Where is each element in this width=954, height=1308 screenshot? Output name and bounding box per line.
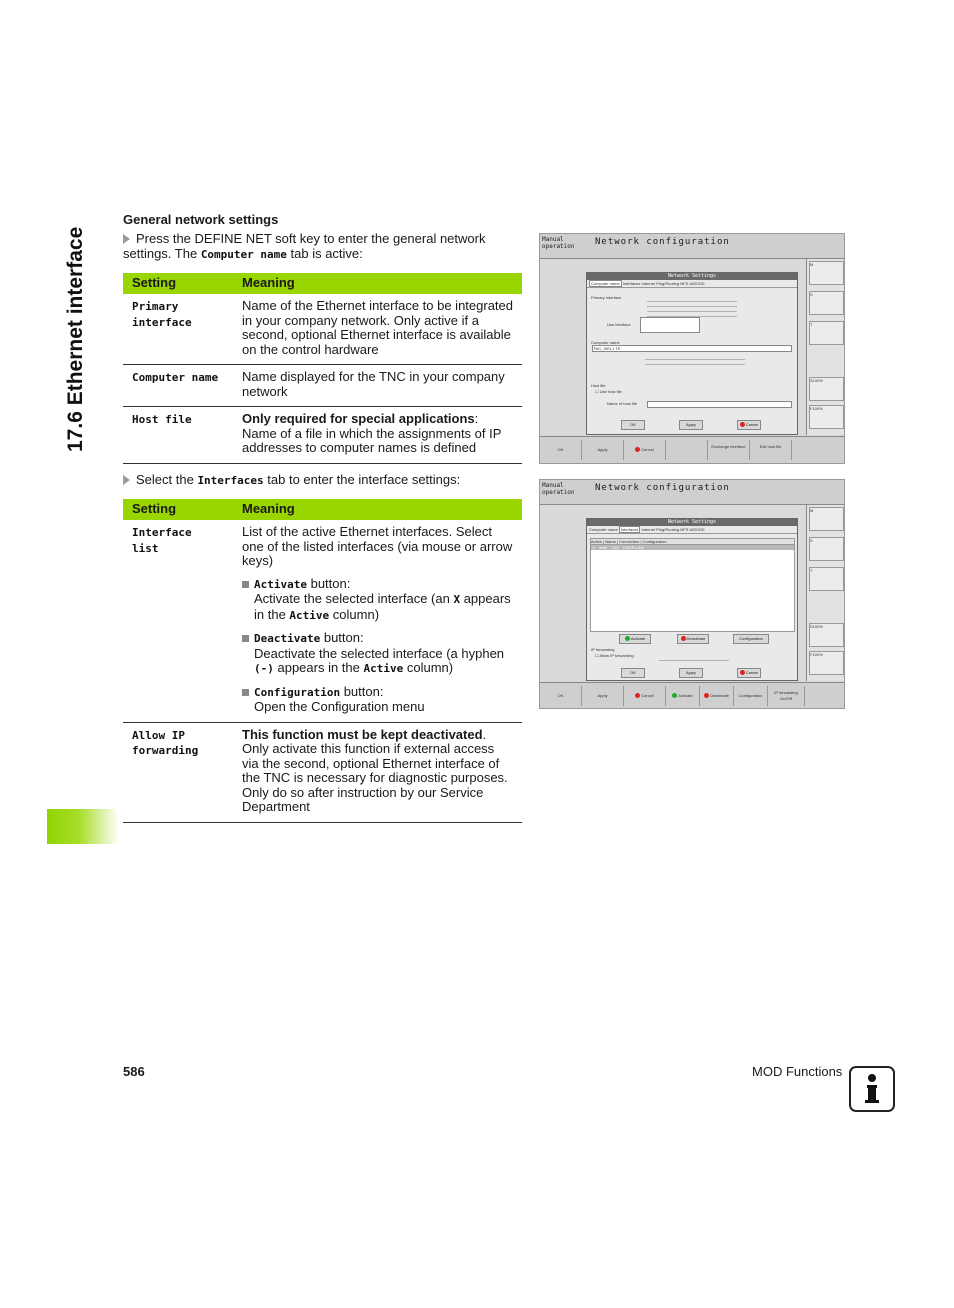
softkey-cancel[interactable] <box>624 440 666 460</box>
side-m: M <box>809 507 844 531</box>
deactivate-icon <box>704 693 709 698</box>
screen-main <box>540 259 805 435</box>
softkey-activate-label: Activate <box>678 693 693 698</box>
mode-label: Manual operation <box>542 236 575 250</box>
header-setting: Setting <box>123 499 233 520</box>
table-row <box>123 365 522 407</box>
configuration-button[interactable]: Configuration <box>733 634 769 644</box>
side-s: S <box>809 537 844 561</box>
screen-title: Network configuration <box>595 237 730 247</box>
tab-interfaces[interactable]: Interfaces <box>620 527 639 532</box>
screen-header <box>540 480 844 505</box>
setting-meaning <box>233 407 522 464</box>
info-i-icon <box>851 1068 893 1110</box>
table-row <box>123 294 522 365</box>
tab-ping-routing[interactable]: Ping/Routing <box>656 527 680 532</box>
bullet-text: button: <box>340 683 384 699</box>
cancel-icon <box>740 422 745 427</box>
dialog-title: Network Settings <box>587 273 797 280</box>
table-header-row <box>123 273 522 294</box>
screenshot-computer-name-tab <box>539 233 845 464</box>
step-1-prefix: Press the DEFINE NET soft key to enter the general network settings. The <box>123 231 486 261</box>
cell-name: eth0 <box>599 545 608 550</box>
primary-help-text <box>647 297 737 317</box>
ok-button[interactable]: OK <box>621 668 645 678</box>
col-active: Active <box>591 539 602 544</box>
bullet-desc: column) <box>329 606 380 622</box>
cancel-label: Cancel <box>745 670 759 675</box>
use-interface-label: Use interface <box>607 322 631 327</box>
header-meaning: Meaning <box>233 499 522 520</box>
deactivate-label: Deactivate <box>686 636 706 641</box>
activate-icon <box>672 693 677 698</box>
apply-button[interactable]: Apply <box>679 420 703 430</box>
tab-computer-name[interactable]: Computer name <box>589 527 618 532</box>
col-configuration: Configuration <box>642 539 667 544</box>
cancel-button[interactable] <box>737 420 761 430</box>
setting-name: Interface list <box>132 526 192 555</box>
table-row <box>123 520 522 722</box>
bullet-item <box>242 685 513 715</box>
primary-interface-label: Primary interface <box>591 295 622 300</box>
softkey-configuration[interactable]: Configuration <box>734 686 768 706</box>
activate-label: Activate <box>630 636 646 641</box>
cancel-label: Cancel <box>745 422 759 427</box>
col-connection: Connection <box>619 539 640 544</box>
allow-ip-forwarding-checkbox[interactable]: ☐ Allow IP forwarding <box>595 653 634 658</box>
allow-ip-forwarding-label: Allow IP forwarding <box>599 653 634 658</box>
step-2-code: Interfaces <box>197 474 264 487</box>
setting-name: Computer name <box>132 371 219 384</box>
screen-header <box>540 234 844 259</box>
computer-help-text <box>645 355 745 369</box>
bullet-code: X <box>453 593 461 606</box>
side-m: M <box>809 261 844 285</box>
step-2-prefix: Select the <box>136 472 198 487</box>
softkey-apply[interactable]: Apply <box>582 440 624 460</box>
host-file-field[interactable] <box>647 401 792 408</box>
softkey-apply[interactable]: Apply <box>582 686 624 706</box>
tab-interfaces[interactable]: Interfaces <box>622 281 641 286</box>
host-file-label: Host file <box>591 383 606 388</box>
network-settings-dialog <box>586 518 798 681</box>
bullet-item <box>242 577 513 624</box>
softkey-cancel-label: Cancel <box>641 693 654 698</box>
side-f100: F100% <box>809 405 844 429</box>
setting-meaning: Name of the Ethernet interface to be integrated in your company network. Only active if a second, optional Ethernet interface is available on the control hardware <box>233 294 522 365</box>
screenshot-interfaces-tab <box>539 479 845 709</box>
page-number: 586 <box>123 1064 145 1079</box>
tab-internet[interactable]: Internet <box>641 281 656 286</box>
meaning-bold: Only required for special applications <box>242 411 475 426</box>
activate-button[interactable] <box>619 634 651 644</box>
dialog-title: Network Settings <box>587 519 797 526</box>
bullet-code: Activate <box>254 577 307 591</box>
table-row <box>123 407 522 464</box>
softkey-ok[interactable]: OK <box>540 686 582 706</box>
interface-list[interactable] <box>590 538 795 632</box>
table-header-row <box>123 499 522 520</box>
cancel-button[interactable] <box>737 668 761 678</box>
bullet-desc: appears in the <box>254 591 511 622</box>
screen-title: Network configuration <box>595 483 730 493</box>
softkey-empty[interactable] <box>666 440 708 460</box>
bullet-code: Configuration <box>254 685 341 699</box>
softkey-ok[interactable]: OK <box>540 440 582 460</box>
step-1-code: Computer name <box>200 248 287 261</box>
footer-chapter: MOD Functions <box>752 1064 843 1079</box>
cell-configuration: DHCP-LAN <box>623 545 644 550</box>
softkey-activate[interactable] <box>666 686 700 706</box>
mode-label: Manual operation <box>542 482 575 496</box>
chapter-title: 17.6 Ethernet interface <box>64 226 87 452</box>
tab-nfs[interactable]: NFS UID/GID <box>680 281 705 286</box>
cancel-icon <box>740 670 745 675</box>
meaning-bold: This function must be kept deactivated <box>242 726 483 742</box>
cancel-icon <box>635 447 640 452</box>
deactivate-icon <box>681 636 686 641</box>
deactivate-button[interactable] <box>677 634 709 644</box>
step-1 <box>123 231 513 262</box>
interface-settings-table <box>123 499 522 823</box>
side-f100: F100% <box>809 651 844 675</box>
softkey-cancel[interactable] <box>624 686 666 706</box>
screen-main <box>540 505 805 681</box>
bullet-code: (-) <box>254 662 274 675</box>
general-settings-table <box>123 273 522 464</box>
side-s: S <box>809 291 844 315</box>
setting-meaning <box>233 722 522 822</box>
chapter-tab-marker <box>47 809 119 844</box>
setting-meaning <box>233 520 522 722</box>
status-side-panel <box>806 505 844 681</box>
bullet-desc: Deactivate the selected interface (a hyphen <box>254 645 505 661</box>
meaning-intro: List of the active Ethernet interfaces. Select one of the listed interfaces (via mouse or arrow keys) <box>242 524 513 568</box>
col-name: Name <box>605 539 616 544</box>
setting-name: Allow IP forwarding <box>132 728 199 757</box>
setting-name: Host file <box>132 413 192 426</box>
ip-forwarding-help-text <box>659 656 729 665</box>
softkey-deactivate[interactable] <box>700 686 734 706</box>
cancel-icon <box>635 693 640 698</box>
ip-forwarding-label: IP forwarding <box>591 647 615 652</box>
softkey-cancel-label: Cancel <box>641 447 654 452</box>
table-row <box>123 722 522 822</box>
step-1-suffix: tab is active: <box>286 246 363 261</box>
name-host-file-label: Name of host file <box>607 401 638 406</box>
side-s100: S100% <box>809 377 844 401</box>
tab-internet[interactable]: Internet <box>641 527 656 532</box>
bullet-desc: Open the Configuration menu <box>254 699 425 714</box>
computer-name-label: Computer name <box>591 340 620 345</box>
meaning-rest: . Only activate this function if external access via the second, optional Ethernet interface of the TNC is necessary for diagnostic purposes. Only do so after instruction by our Service Department <box>242 726 508 814</box>
cell-active: X <box>592 545 595 550</box>
bullet-item <box>242 631 513 677</box>
ok-button[interactable]: OK <box>621 420 645 430</box>
setting-name: Primary interface <box>132 300 192 329</box>
meaning-rest: : Name of a file in which the assignments of IP addresses to computer names is defined <box>242 411 502 455</box>
square-bullet-icon <box>242 635 249 642</box>
tab-computer-name[interactable]: Computer name <box>591 281 620 286</box>
setting-meaning: Name displayed for the TNC in your company network <box>233 365 522 407</box>
info-icon <box>849 1066 895 1112</box>
header-meaning: Meaning <box>233 273 522 294</box>
interface-row[interactable] <box>591 545 794 550</box>
status-side-panel <box>806 259 844 435</box>
header-setting: Setting <box>123 273 233 294</box>
side-t: T <box>809 321 844 345</box>
square-bullet-icon <box>242 689 249 696</box>
side-s100: S100% <box>809 623 844 647</box>
apply-button[interactable]: Apply <box>679 668 703 678</box>
softkey-bar <box>540 682 844 709</box>
tab-nfs[interactable]: NFS UID/GID <box>680 527 705 532</box>
tab-ping-routing[interactable]: Ping/Routing <box>656 281 680 286</box>
bullet-code: Active <box>289 608 330 622</box>
softkey-edit-host-file[interactable]: Edit host file <box>750 440 792 460</box>
arrow-bullet-icon <box>123 234 130 244</box>
square-bullet-icon <box>242 581 249 588</box>
network-settings-dialog <box>586 272 798 435</box>
bullet-desc: appears in the <box>273 660 364 675</box>
interface-list-header: Active | Name | Connection | Configuration <box>591 539 794 545</box>
step-2-suffix: tab to enter the interface settings: <box>263 472 461 487</box>
bullet-code: Deactivate <box>254 632 321 645</box>
activate-icon <box>625 636 630 641</box>
step-2 <box>123 472 513 488</box>
use-host-file-label: Use host file <box>599 389 622 394</box>
arrow-bullet-icon <box>123 475 130 485</box>
interface-dropdown[interactable] <box>640 317 700 333</box>
bullet-code: Active <box>363 662 404 675</box>
bullet-desc: Activate the selected interface (an <box>254 591 454 606</box>
cell-connection: X26 <box>611 545 619 550</box>
bullet-text: button: <box>320 630 364 645</box>
computer-name-field[interactable]: TNC_ISEL1 TE <box>592 345 792 352</box>
softkey-exchange-interface[interactable]: Exchange interface <box>708 440 750 460</box>
softkey-ip-forwarding[interactable]: IP forwarding On/Off <box>768 686 805 706</box>
bullet-text: button: <box>306 575 351 591</box>
side-t: T <box>809 567 844 591</box>
dialog-tabs <box>587 526 797 534</box>
softkey-deactivate-label: Deactivate <box>710 693 729 698</box>
use-host-file-checkbox[interactable]: ☐ Use host file <box>595 389 622 394</box>
softkey-bar <box>540 436 844 463</box>
dialog-tabs <box>587 280 797 288</box>
section-title: General network settings <box>123 212 279 227</box>
bullet-desc: column) <box>403 660 454 675</box>
